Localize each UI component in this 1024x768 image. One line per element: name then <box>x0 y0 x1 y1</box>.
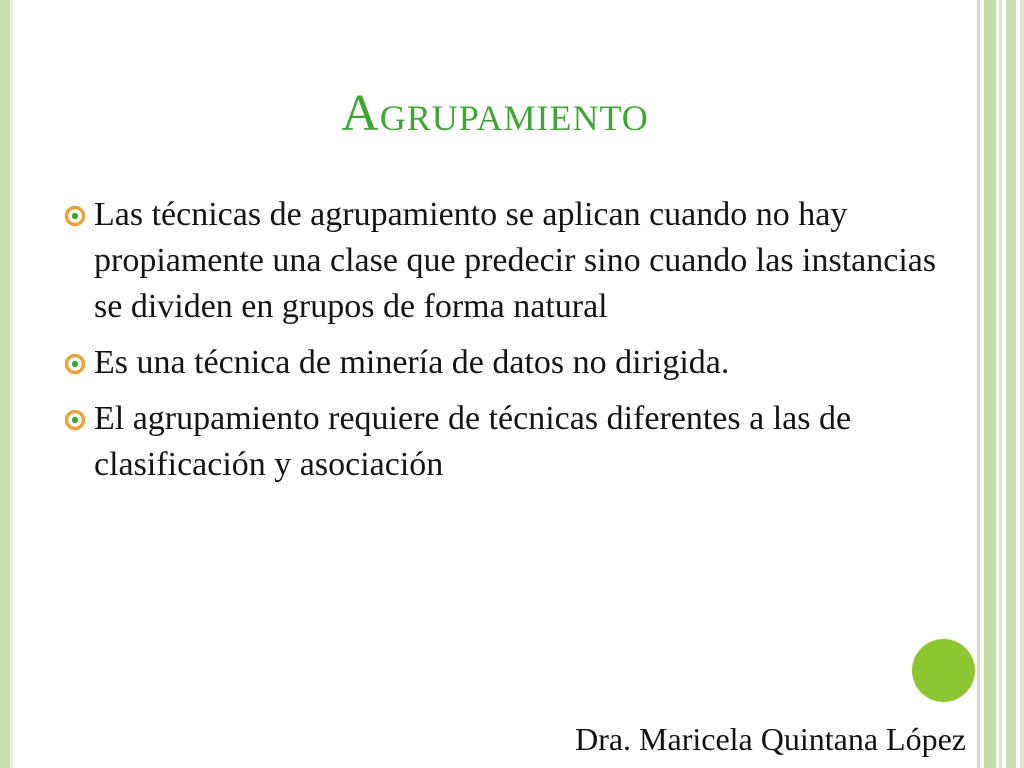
green-circle-decoration <box>912 639 975 702</box>
bullet-text: Es una técnica de minería de datos no dirigida. <box>94 344 730 381</box>
bullet-item <box>64 340 964 386</box>
bullet-item <box>64 192 964 330</box>
bullet-item <box>64 396 964 488</box>
orange-ring-bullet-icon <box>64 409 86 431</box>
slide-title: Agrupamiento <box>341 85 649 142</box>
bullet-text: Las técnicas de agrupamiento se aplican cuando no hay propiamente una clase que predecir sino cuando las instancias se dividen en grupos de forma natural <box>94 196 937 325</box>
right-stripe <box>1006 0 1016 768</box>
orange-ring-bullet-icon <box>64 205 86 227</box>
right-stripe <box>999 0 1002 768</box>
orange-ring-bullet-icon <box>64 353 86 375</box>
author-name: Dra. Maricela Quintana López <box>575 721 966 757</box>
bullet-list <box>64 192 964 498</box>
right-stripe <box>1020 0 1024 768</box>
bullet-text: El agrupamiento requiere de técnicas diferentes a las de clasificación y asociación <box>94 400 852 483</box>
